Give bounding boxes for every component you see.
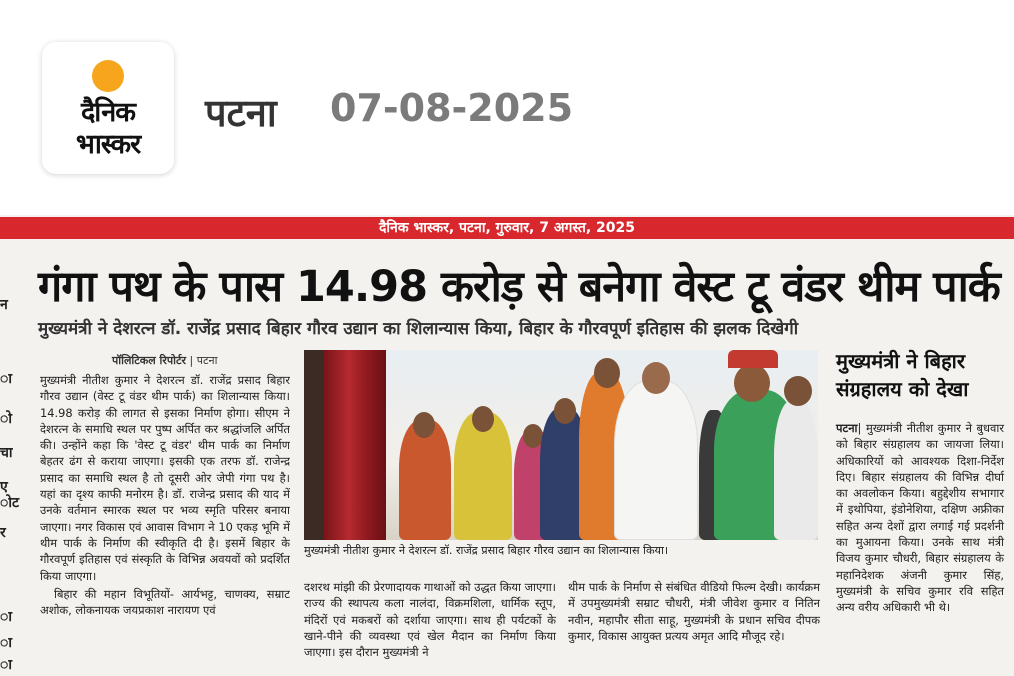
photo-person (399, 420, 451, 540)
edge-char: ोट (0, 495, 19, 511)
paragraph: थीम पार्क के निर्माण से संबंधित वीडियो फिल्म देखी। कार्यक्रम में उपमुख्यमंत्री सम्राट चौधरी, मंत्री जीवेश कुमार व नितिन नवीन, महापौर सीता साहू, मुख्यमंत्री के प्रधान सचिव दीपक कुमार, विकास आयुक्त प्रत्यय अमृत आदि मौजूद रहे। (568, 580, 820, 643)
photo-curtain (324, 350, 386, 540)
dateline: पटना (836, 421, 858, 435)
side-article-headline: मुख्यमंत्री ने बिहार संग्रहालय को देखा (836, 349, 969, 401)
photo-person-head (642, 362, 670, 394)
photo-person-head (413, 412, 435, 438)
newspaper-page[interactable] (0, 215, 1014, 676)
paragraph: मुख्यमंत्री नीतीश कुमार ने देशरत्न डॉ. राजेंद्र प्रसाद बिहार गौरव उद्यान (वेस्ट टू वंडर थीम पार्क) का शिलान्यास किया। 14.98 करोड़ की लागत से इसका निर्माण होगा। सीएम ने देशरत्न के समाधि स्थल पर पुष्प अर्पित कर श्रद्धांजलि अर्पित की। उन्होंने कहा कि 'वेस्ट टू वंडर' थीम पार्क का निर्माण बेहतर ढंग से कराया जाएगा। इसकी एक तरफ डॉ. राजेन्द्र प्रसाद का समाधि स्थल है तो दूसरी ओर जेपी गंगा पथ है। यहां का दृश्य काफी मनोरम है। डॉ. राजेन्द्र प्रसाद की याद में उनके वर्तमान स्मारक स्थल पर भव्य स्मृति परिसर बनाया जाएगा। नगर विकास एवं आवास विभाग ने 10 एकड़ भूमि में थीम पार्क के निर्माण की स्वीकृति दी है। इसमें बिहार के गौरवपूर्ण इतिहास एवं संस्कृति के विभिन्न अवयवों को प्रदर्शित किया जाएगा। (40, 373, 290, 583)
edge-char: चा (0, 445, 13, 461)
article-column-3 (568, 579, 820, 644)
byline-reporter: पॉलिटिकल रिपोर्टर (112, 354, 187, 367)
photo-person (614, 380, 698, 540)
edge-char: ा (0, 371, 12, 387)
article-headline: गंगा पथ के पास 14.98 करोड़ से बनेगा वेस्ट टू वंडर थीम पार्क (38, 262, 1000, 312)
paragraph: दशरथ मांझी की प्रेरणादायक गाथाओं को उद्धत किया जाएगा। राज्य की स्थापत्य कला नालंदा, विक्रमशिला, धार्मिक स्तूप, मंदिरों एवं मकबरों को दर्शाया जाएगा। साथ ही पर्यटकों के खाने-पीने की व्यवस्था एवं खेल मैदान का निर्माण किया जाएगा। इस दौरान मुख्यमंत्री ने (304, 580, 556, 660)
article-subheadline: मुख्यमंत्री ने देशरत्न डॉ. राजेंद्र प्रसाद बिहार गौरव उद्यान का शिलान्यास किया, बिहार के गौरवपूर्ण इतिहास की झलक दिखेगी (38, 319, 799, 339)
byline-separator: | (189, 354, 197, 367)
byline (112, 353, 217, 368)
article-column-1 (40, 372, 290, 672)
photo-person-head (784, 376, 812, 406)
edge-char: ो (0, 411, 12, 427)
side-article-text: मुख्यमंत्री नीतीश कुमार ने बुधवार को बिहार संग्रहालय का जायजा लिया। अधिकारियों को आवश्यक दिशा-निर्देश दिए। बिहार संग्रहालय की विभिन्न दीर्घा का अवलोकन किया। बहुद्देशीय सभागार में इथोपिया, इंडोनेशिया, दक्षिण अफ्रीका सहित अन्य देशों द्वारा लगाई गई प्रदर्शनी का मुआयना किया। उनके साथ मंत्री विजय कुमार चौधरी, बिहार संग्रहालय के महानिदेशक अंजनी कुमार सिंह, मुख्यमंत्री के सचिव कुमार रवि सहित अन्य वरीय अधिकारी भी थे। (836, 421, 1004, 615)
photo-person-head (472, 406, 494, 432)
edition-city: पटना (205, 91, 277, 135)
article-column-2 (304, 579, 556, 660)
logo-text-line1: दैनिक (80, 97, 136, 128)
photo-turban (728, 350, 778, 368)
paragraph (836, 420, 1004, 616)
photo-person (774, 400, 818, 540)
edge-char: ा (0, 635, 12, 651)
sun-icon (92, 60, 124, 92)
edge-char: र (0, 525, 6, 541)
side-article-body (836, 420, 1004, 616)
edge-char: ए (0, 479, 8, 495)
edge-char: न (0, 297, 8, 313)
article-photo (304, 350, 818, 540)
byline-city: पटना (196, 354, 218, 367)
photo-wall (304, 350, 324, 540)
dateline-separator: | (857, 421, 866, 435)
photo-person-head (734, 364, 770, 402)
edge-char: ा (0, 657, 12, 673)
edition-date: 07-08-2025 (330, 86, 574, 130)
app-header (0, 0, 1014, 215)
paragraph: बिहार की महान विभूतियों- आर्यभट्ट, चाणक्य, सम्राट अशोक, लोकनायक जयप्रकाश नारायण एवं (40, 586, 290, 618)
edge-char: ा (0, 609, 12, 625)
logo-text-line2: भास्कर (75, 129, 141, 160)
photo-person-head (594, 358, 620, 388)
photo-person-head (554, 398, 576, 424)
photo-caption: मुख्यमंत्री नीतीश कुमार ने देशरत्न डॉ. राजेंद्र प्रसाद बिहार गौरव उद्यान का शिलान्यास किया। (304, 544, 669, 557)
dainik-bhaskar-logo[interactable] (42, 42, 174, 174)
masthead-bar: दैनिक भास्कर, पटना, गुरुवार, 7 अगस्त, 2025 (0, 217, 1014, 239)
